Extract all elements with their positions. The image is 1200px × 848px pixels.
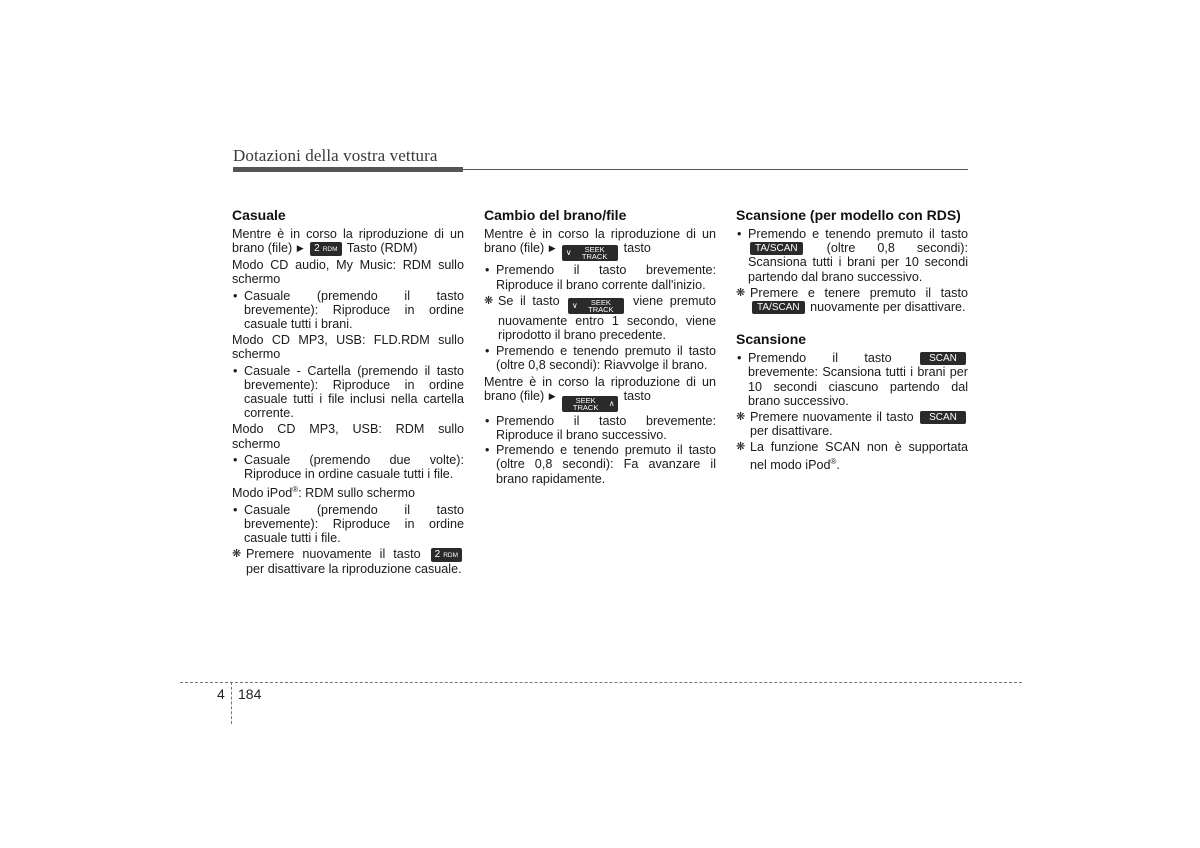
paragraph: Modo iPod®: RDM sullo schermo: [232, 485, 415, 501]
list-item: • Casuale (premendo il tasto brevemente): Riproduce in ordine casuale tutti i file.: [232, 503, 464, 546]
note: ❋ Premere nuovamente il tasto SCAN per disattivare.: [736, 410, 968, 438]
list-item: • Premendo e tenendo premuto il tasto TA/SCAN (oltre 0,8 secondi): Scansiona tutti i brani per 10 secondi partendo dal brano successivo.: [736, 227, 968, 284]
chapter-number: 4: [217, 686, 225, 702]
list-item: • Casuale (premendo il tasto brevemente): Riproduce in ordine casuale tutti i brani.: [232, 289, 464, 332]
column-scansione: [736, 206, 968, 474]
paragraph: Mentre è in corso la riproduzione di un brano (file) ▶ SEEK TRACK ∧ tasto: [484, 374, 716, 412]
play-triangle-icon: ▶: [548, 243, 556, 254]
paragraph: Modo CD MP3, USB: FLD.RDM sullo schermo: [232, 333, 464, 362]
chevron-up-icon: ∧: [608, 398, 615, 408]
page-number: 184: [238, 686, 262, 702]
section-heading-scansione: Scansione: [736, 331, 807, 348]
note: ❋ Premere nuovamente il tasto 2 RDM per disattivare la riproduzione casuale.: [232, 547, 462, 577]
list-item: • Premendo il tasto brevemente: Riproduce il brano corrente dall'inizio.: [484, 263, 716, 291]
bullet-list: [736, 351, 968, 408]
header-rule-accent: [233, 167, 463, 172]
seek-track-down-key-icon: ∨ SEEK TRACK: [568, 298, 624, 314]
section-heading-cambio-brano: Cambio del brano/file: [484, 207, 627, 223]
section-heading-scansione-rds: Scansione (per modello con RDS): [736, 207, 961, 223]
chevron-down-icon: ∨: [565, 248, 572, 258]
seek-track-down-key-icon: ∨ SEEK TRACK: [562, 245, 618, 261]
note-mark-icon: ❋: [736, 411, 746, 424]
bullet-list: [484, 414, 716, 486]
bullet-list: [232, 289, 464, 332]
list-item: • Casuale - Cartella (premendo il tasto brevemente): Riproduce in ordine casuale tutti i file inclusi nella cartella corrente.: [232, 364, 464, 421]
bullet-list: [736, 227, 968, 284]
bullet-list: [232, 364, 464, 421]
list-item: • Casuale (premendo due volte): Riproduce in ordine casuale tutti i file.: [232, 453, 464, 481]
note: ❋ La funzione SCAN non è supportata nel modo iPod®.: [736, 440, 968, 472]
list-item: • Premendo il tasto SCAN brevemente: Scansiona tutti i brani per 10 secondi ciascuno partendo dal brano successivo.: [736, 351, 968, 408]
note-mark-icon: ❋: [736, 441, 746, 454]
play-triangle-icon: ▶: [548, 390, 556, 401]
section-heading-casuale: Casuale: [232, 207, 286, 223]
bullet-list: [484, 263, 716, 291]
bullet-list: [232, 503, 464, 546]
bullet-list: [484, 344, 716, 372]
list-item: • Premendo il tasto brevemente: Riproduce il brano successivo.: [484, 414, 716, 442]
note: ❋ Se il tasto ∨ SEEK TRACK viene premuto nuovamente entro 1 secondo, viene riprodotto il brano precedente.: [484, 293, 717, 343]
rdm-key-icon: 2 RDM: [310, 242, 341, 256]
note-mark-icon: ❋: [736, 286, 746, 299]
scan-key-icon: SCAN: [920, 411, 966, 424]
bullet-list: [232, 453, 464, 481]
note-mark-icon: ❋: [232, 548, 242, 561]
ta-scan-key-icon: TA/SCAN: [752, 301, 805, 314]
footer-divider: [231, 682, 232, 724]
scan-key-icon: SCAN: [920, 352, 966, 365]
column-cambio-brano: [484, 206, 716, 488]
list-item: • Premendo e tenendo premuto il tasto (oltre 0,8 secondi): Riavvolge il brano.: [484, 344, 716, 372]
note: ❋ Premere e tenere premuto il tasto TA/SCAN nuovamente per disattivare.: [736, 285, 968, 315]
column-casuale: [232, 206, 464, 578]
play-triangle-icon: ▶: [296, 243, 304, 254]
note-mark-icon: ❋: [484, 294, 494, 307]
ta-scan-key-icon: TA/SCAN: [750, 242, 803, 255]
rdm-key-icon: 2 RDM: [431, 548, 462, 562]
seek-track-up-key-icon: SEEK TRACK ∧: [562, 396, 618, 412]
chevron-down-icon: ∨: [571, 300, 578, 310]
paragraph: Modo CD audio, My Music: RDM sullo schermo: [232, 258, 464, 287]
list-item: • Premendo e tenendo premuto il tasto (oltre 0,8 secondi): Fa avanzare il brano rapidamente.: [484, 443, 716, 486]
paragraph: Modo CD MP3, USB: RDM sullo schermo: [232, 422, 464, 451]
running-header-title: Dotazioni della vostra vettura: [233, 146, 438, 165]
footer-rule: [180, 682, 1022, 683]
paragraph: Mentre è in corso la riproduzione di un brano (file) ▶ ∨ SEEK TRACK tasto: [484, 227, 716, 262]
paragraph: Mentre è in corso la riproduzione di un brano (file) ▶ 2 RDM Tasto (RDM): [232, 227, 464, 256]
